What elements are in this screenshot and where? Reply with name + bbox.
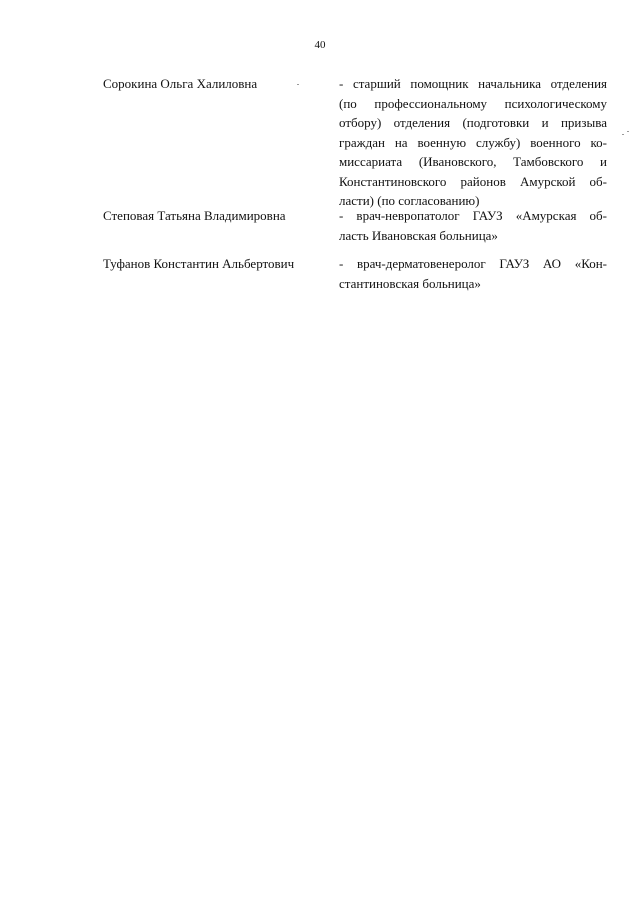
position-line: граждан на военную службу) военного ко- [339, 134, 607, 150]
position-line: стантиновская больница» [339, 275, 481, 291]
position-line: ласти) (по согласованию) [339, 193, 480, 208]
page-number: 40 [314, 39, 326, 51]
person-position [339, 254, 607, 293]
scan-speck [622, 134, 624, 135]
position-line: миссариата (Ивановского, Тамбовского и [339, 154, 607, 169]
person-position [339, 74, 607, 211]
scan-speck [297, 84, 299, 85]
person-name: Туфанов Константин Альбертович [103, 256, 295, 271]
person-name: Сорокина Ольга Халиловна [103, 76, 258, 91]
position-line: отбору) отделения (подготовки и призыва [339, 115, 607, 130]
position-line: - врач-невропатолог ГАУЗ «Амурская об- [339, 208, 607, 223]
position-line: - врач-дерматовенеролог ГАУЗ АО «Кон- [339, 256, 607, 271]
person-name: Степовая Татьяна Владимировна [103, 208, 286, 223]
scan-speck [627, 131, 629, 132]
person-position [339, 206, 607, 245]
position-line: (по профессиональному психологическому [339, 95, 607, 111]
position-line: - старший помощник начальника отделения [339, 76, 607, 91]
position-line: ласть Ивановская больница» [339, 227, 498, 243]
position-line: Константиновского районов Амурской об- [339, 173, 607, 189]
